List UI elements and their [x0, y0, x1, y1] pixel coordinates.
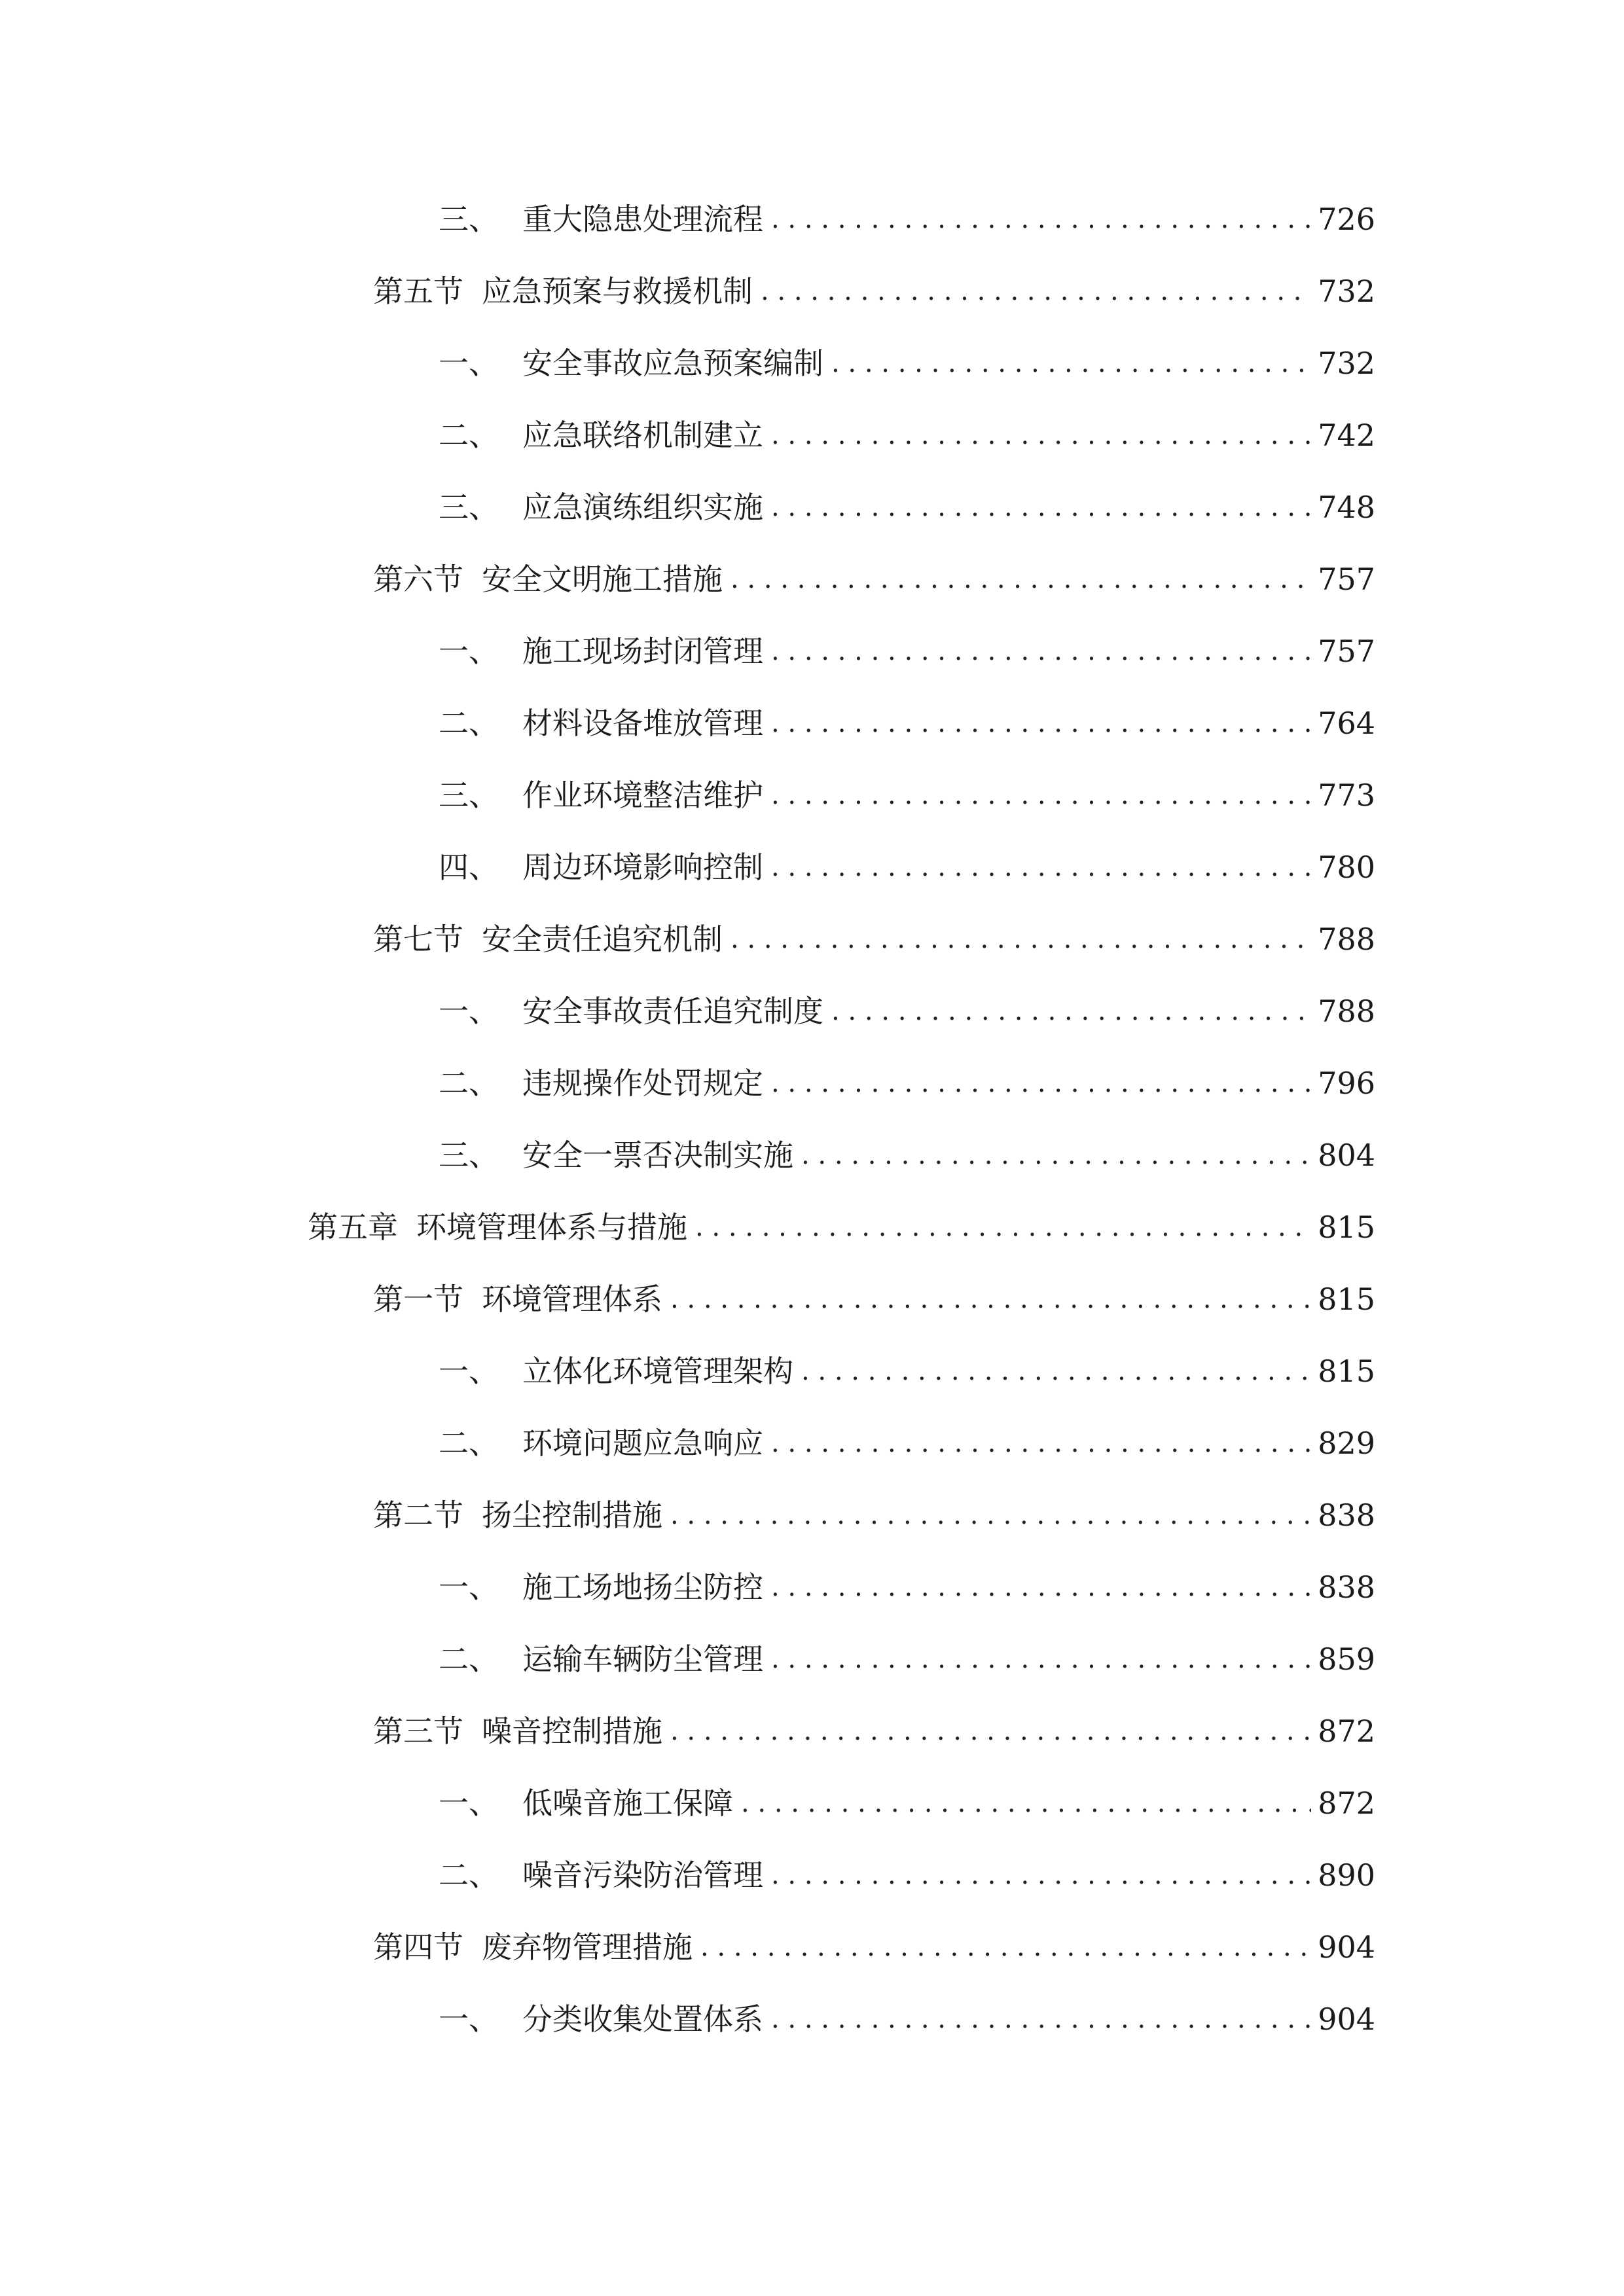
dot-leader: [771, 687, 1311, 759]
toc-entry-page: 732: [1318, 274, 1375, 309]
toc-entry[interactable]: [0, 1767, 1624, 1839]
toc-entry-number: 一、: [439, 1570, 499, 1605]
dot-leader: [771, 1407, 1311, 1479]
toc-entry[interactable]: [0, 1911, 1624, 1983]
toc-entry-number: 一、: [439, 634, 499, 669]
toc-entry-title: 材料设备堆放管理: [522, 706, 763, 741]
toc-entry-page: 815: [1318, 1282, 1375, 1317]
dot-leader: [771, 759, 1311, 831]
toc-entry-title: 施工现场封闭管理: [522, 634, 763, 669]
toc-entry-number: 三、: [439, 202, 499, 237]
toc-entry-page: 804: [1318, 1138, 1375, 1173]
toc-entry-page: 872: [1318, 1785, 1375, 1821]
toc-entry-title: 重大隐患处理流程: [522, 202, 763, 237]
toc-entry-page: 815: [1318, 1210, 1375, 1245]
toc-entry[interactable]: [0, 1407, 1624, 1479]
dot-leader: [771, 1047, 1311, 1119]
toc-entry[interactable]: [0, 1191, 1624, 1263]
toc-entry[interactable]: [0, 1335, 1624, 1407]
toc-entry-page: 829: [1318, 1426, 1375, 1461]
toc-entry-number: 三、: [439, 1138, 499, 1173]
toc-entry[interactable]: [0, 1695, 1624, 1767]
toc-entry-title: 运输车辆防尘管理: [522, 1641, 763, 1677]
dot-leader: [731, 903, 1311, 975]
toc-entry[interactable]: [0, 1047, 1624, 1119]
toc-entry[interactable]: [0, 543, 1624, 615]
table-of-contents: [0, 183, 1624, 2055]
toc-entry-title: 噪音控制措施: [482, 1713, 662, 1749]
toc-entry-title: 环境问题应急响应: [522, 1426, 763, 1461]
toc-entry-number: 一、: [439, 1785, 499, 1821]
toc-entry[interactable]: [0, 471, 1624, 543]
dot-leader: [831, 327, 1311, 399]
dot-leader: [801, 1335, 1311, 1407]
toc-entry-title: 废弃物管理措施: [482, 1929, 693, 1965]
toc-entry[interactable]: [0, 759, 1624, 831]
dot-leader: [831, 975, 1311, 1047]
toc-entry-page: 815: [1318, 1354, 1375, 1389]
toc-entry-page: 890: [1318, 1857, 1375, 1893]
toc-entry-title: 安全事故应急预案编制: [522, 346, 823, 381]
dot-leader: [695, 1191, 1311, 1263]
toc-entry-page: 838: [1318, 1498, 1375, 1533]
toc-entry[interactable]: [0, 1623, 1624, 1695]
toc-entry-page: 732: [1318, 346, 1375, 381]
dot-leader: [761, 255, 1311, 327]
toc-entry[interactable]: [0, 831, 1624, 903]
toc-entry-title: 分类收集处置体系: [522, 2001, 763, 2037]
toc-entry[interactable]: [0, 1551, 1624, 1623]
toc-entry-number: 四、: [439, 850, 499, 885]
toc-entry-page: 773: [1318, 778, 1375, 813]
toc-entry[interactable]: [0, 1119, 1624, 1191]
toc-entry-title: 环境管理体系: [482, 1282, 662, 1317]
dot-leader: [741, 1767, 1311, 1839]
toc-entry-title: 安全一票否决制实施: [522, 1138, 793, 1173]
toc-entry-page: 904: [1318, 1929, 1375, 1965]
toc-entry-title: 作业环境整洁维护: [522, 778, 763, 813]
toc-entry-page: 859: [1318, 1641, 1375, 1677]
toc-entry-title: 违规操作处罚规定: [522, 1066, 763, 1101]
dot-leader: [670, 1263, 1311, 1335]
dot-leader: [771, 1983, 1311, 2055]
toc-entry-page: 788: [1318, 922, 1375, 957]
dot-leader: [771, 1839, 1311, 1911]
toc-entry[interactable]: [0, 615, 1624, 687]
toc-entry-number: 三、: [439, 490, 499, 525]
toc-entry-number: 二、: [439, 1641, 499, 1677]
toc-entry-number: 二、: [439, 1066, 499, 1101]
toc-entry-title: 安全文明施工措施: [482, 562, 723, 597]
toc-entry[interactable]: [0, 255, 1624, 327]
toc-entry-number: 二、: [439, 1857, 499, 1893]
toc-entry-page: 796: [1318, 1066, 1375, 1101]
toc-entry-title: 周边环境影响控制: [522, 850, 763, 885]
dot-leader: [771, 615, 1311, 687]
toc-entry-number: 一、: [439, 1354, 499, 1389]
toc-entry-number: 第三节: [373, 1713, 463, 1749]
toc-entry-number: 二、: [439, 706, 499, 741]
toc-entry-number: 一、: [439, 346, 499, 381]
toc-entry-title: 安全责任追究机制: [482, 922, 723, 957]
toc-entry-number: 第一节: [373, 1282, 463, 1317]
toc-entry-title: 环境管理体系与措施: [416, 1210, 687, 1245]
toc-entry[interactable]: [0, 1839, 1624, 1911]
toc-entry-page: 742: [1318, 418, 1375, 453]
toc-entry[interactable]: [0, 327, 1624, 399]
toc-entry-page: 757: [1318, 562, 1375, 597]
toc-entry-title: 立体化环境管理架构: [522, 1354, 793, 1389]
toc-entry-number: 第二节: [373, 1498, 463, 1533]
toc-entry-title: 低噪音施工保障: [522, 1785, 733, 1821]
toc-entry[interactable]: [0, 687, 1624, 759]
toc-entry-number: 三、: [439, 778, 499, 813]
toc-entry-page: 748: [1318, 490, 1375, 525]
toc-entry-title: 应急演练组织实施: [522, 490, 763, 525]
toc-entry-number: 二、: [439, 1426, 499, 1461]
toc-entry-title: 扬尘控制措施: [482, 1498, 662, 1533]
dot-leader: [771, 471, 1311, 543]
toc-entry[interactable]: [0, 975, 1624, 1047]
toc-entry[interactable]: [0, 399, 1624, 471]
toc-entry-page: 788: [1318, 994, 1375, 1029]
toc-entry-number: 二、: [439, 418, 499, 453]
toc-entry[interactable]: [0, 1983, 1624, 2055]
toc-entry-title: 施工场地扬尘防控: [522, 1570, 763, 1605]
dot-leader: [670, 1695, 1311, 1767]
dot-leader: [771, 1551, 1311, 1623]
toc-entry-number: 一、: [439, 994, 499, 1029]
toc-entry-page: 780: [1318, 850, 1375, 885]
toc-entry-number: 第五节: [373, 274, 463, 309]
toc-entry[interactable]: [0, 903, 1624, 975]
dot-leader: [700, 1911, 1311, 1983]
toc-entry-title: 应急联络机制建立: [522, 418, 763, 453]
toc-entry-page: 838: [1318, 1570, 1375, 1605]
toc-entry-number: 一、: [439, 2001, 499, 2037]
dot-leader: [771, 1623, 1311, 1695]
dot-leader: [771, 399, 1311, 471]
dot-leader: [771, 831, 1311, 903]
toc-entry-page: 904: [1318, 2001, 1375, 2037]
toc-entry-page: 757: [1318, 634, 1375, 669]
toc-entry-title: 安全事故责任追究制度: [522, 994, 823, 1029]
toc-entry-number: 第六节: [373, 562, 463, 597]
dot-leader: [731, 543, 1311, 615]
toc-entry-number: 第七节: [373, 922, 463, 957]
toc-entry-page: 726: [1318, 202, 1375, 237]
toc-entry-page: 764: [1318, 706, 1375, 741]
dot-leader: [670, 1479, 1311, 1551]
dot-leader: [801, 1119, 1311, 1191]
toc-entry[interactable]: [0, 183, 1624, 255]
toc-entry[interactable]: [0, 1263, 1624, 1335]
toc-entry-page: 872: [1318, 1713, 1375, 1749]
toc-entry-title: 应急预案与救援机制: [482, 274, 753, 309]
toc-entry[interactable]: [0, 1479, 1624, 1551]
dot-leader: [771, 183, 1311, 255]
toc-entry-number: 第五章: [308, 1210, 398, 1245]
toc-entry-title: 噪音污染防治管理: [522, 1857, 763, 1893]
toc-entry-number: 第四节: [373, 1929, 463, 1965]
